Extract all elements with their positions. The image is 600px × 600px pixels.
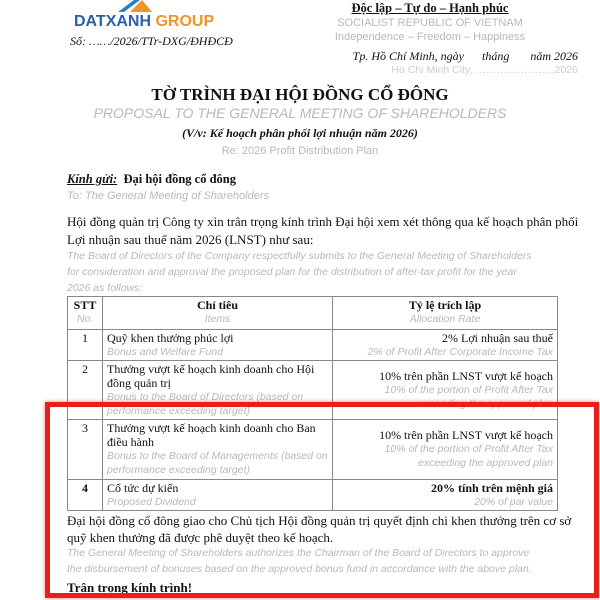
addressee-vi: Đại hội đồng cổ đông — [123, 172, 236, 186]
date-en: Ho Chi Minh City, ………………….,2026 — [391, 64, 578, 76]
intro-en: 2026 as follows: — [67, 282, 143, 294]
rate-vi: 10% trên phần LNST vượt kế hoạch — [379, 369, 553, 383]
rate-en: 2% of Profit After Corporate Income Tax — [367, 346, 553, 358]
closing-en: the disbursement of bonuses based on the approved bonus fund in accordance with the above plan. — [67, 563, 532, 575]
item-en: Bonus to the Board of Managements (based on performance exceeding target) — [107, 450, 328, 476]
page-title: TỜ TRÌNH ĐẠI HỘI ĐỒNG CỔ ĐÔNG — [151, 85, 449, 104]
logo-text: DATXANH — [74, 13, 152, 30]
row-no: 1 — [68, 330, 103, 361]
item-vi: Cổ tức dự kiến — [107, 481, 179, 495]
table-row — [68, 330, 558, 361]
rate-en: 10% of the portion of Profit After Tax exceeding the approved plan — [384, 443, 553, 469]
header-no: STT — [73, 298, 97, 312]
row-no: 4 — [68, 480, 103, 511]
date-vi: Tp. Hồ Chí Minh, ngày tháng năm 2026 — [352, 49, 578, 63]
rate-en: 20% of par value — [474, 496, 553, 508]
header-rate-en: Allocation Rate — [409, 313, 481, 325]
motto-vi: Độc lập – Tự do – Hạnh phúc — [351, 1, 509, 15]
row-no: 2 — [68, 361, 103, 420]
subject-vi: (V/v: Kế hoạch phân phối lợi nhuận năm 2026) — [182, 126, 418, 140]
row-no: 3 — [68, 420, 103, 480]
closing-vi: quỹ khen thưởng đã được phê duyệt theo kế hoạch. — [67, 530, 334, 545]
addressee — [67, 172, 236, 187]
republic-en: SOCIALIST REPUBLIC OF VIETNAM — [337, 17, 523, 29]
page-title-en: PROPOSAL TO THE GENERAL MEETING OF SHAREHOLDERS — [93, 105, 507, 121]
intro-vi: Hội đồng quản trị Công ty xin trân trọng kính trình Đại hội xem xét thông qua kế hoạch phân phối — [67, 214, 579, 229]
doc-number: Số: ……/2026/TTr-DXG/ĐHĐCĐ — [70, 34, 233, 48]
item-en: Bonus and Welfare Fund — [107, 346, 223, 358]
rate-vi: 2% Lợi nhuận sau thuế — [442, 331, 553, 345]
table-header-row — [68, 297, 558, 330]
rate-vi: 10% trên phần LNST vượt kế hoạch — [379, 428, 553, 442]
regards: Trân trọng kính trình! — [67, 580, 193, 595]
logo-text: GROUP — [155, 13, 215, 30]
item-vi: Quỹ khen thưởng phúc lợi — [107, 331, 234, 345]
addressee-en: To: The General Meeting of Shareholders — [67, 190, 269, 202]
item-vi: Thưởng vượt kế hoạch kinh doanh cho Hội đồng quản trị — [107, 362, 315, 390]
header-rate: Tỷ lệ trích lập — [408, 298, 482, 312]
header-no-en: No. — [76, 313, 94, 325]
item-en: Proposed Dividend — [107, 496, 196, 508]
closing-en: The General Meeting of Shareholders authorizes the Chairman of the Board of Directors to approve — [67, 547, 530, 559]
intro-en: for consideration and approval the proposed plan for the distribution of after-tax profit for the year — [67, 266, 517, 278]
header-items: Chỉ tiêu — [196, 298, 238, 312]
closing-vi: Đại hội đồng cổ đông giao cho Chủ tịch Hội đồng quản trị quyết định chi khen thưởng trên cơ sở — [67, 513, 572, 528]
intro-vi: Lợi nhuận sau thuế năm 2026 (LNST) như sau: — [67, 232, 314, 247]
highlight-box — [45, 402, 599, 598]
intro-en: The Board of Directors of the Company respectfully submits to the General Meeting of Shareholders — [67, 250, 532, 262]
header-items-en: Items — [204, 313, 231, 325]
motto-en: Independence – Freedom – Happiness — [334, 31, 526, 43]
subject-en: Re: 2026 Profit Distribution Plan — [221, 145, 379, 157]
rate-en: 10% of the portion of Profit After Tax exceeding the approved plan — [384, 384, 553, 410]
company-logo — [74, 13, 214, 31]
addressee-label: Kính gửi: — [67, 172, 118, 186]
item-en: Bonus to the Board of Directors (based on performance exceeding target) — [107, 391, 304, 417]
rate-vi: 20% tính trên mệnh giá — [430, 481, 553, 495]
item-vi: Thưởng vượt kế hoạch kinh doanh cho Ban điều hành — [107, 421, 316, 449]
logo-icon — [110, 0, 155, 14]
